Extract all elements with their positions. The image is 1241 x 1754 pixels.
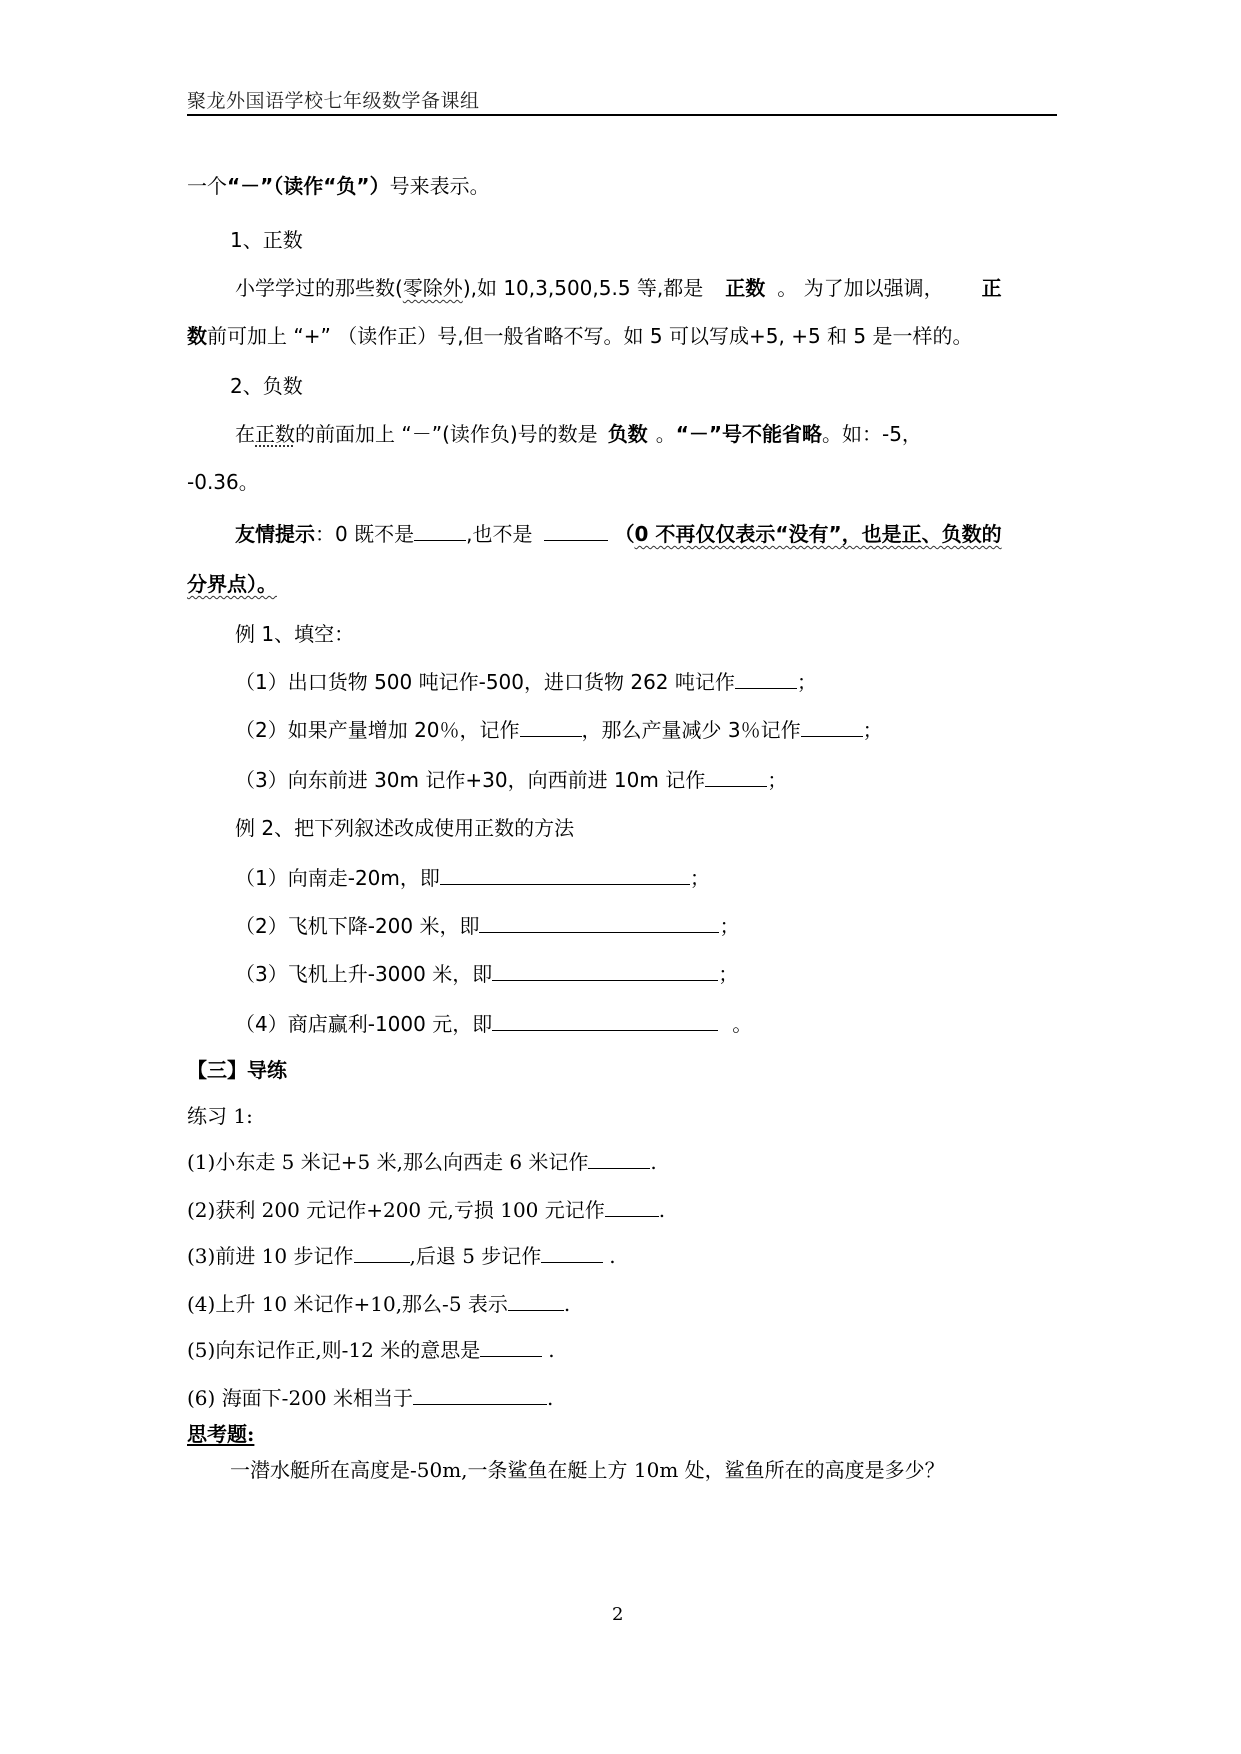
text-line: 一个“－”（读作“负”）号来表示。 [187, 174, 490, 198]
fill-blank[interactable] [479, 912, 719, 933]
example-1-item-2: （2）如果产量增加 20％，记作 ，那么产量减少 3％记作 ； [235, 718, 883, 742]
fill-blank[interactable] [354, 1242, 410, 1263]
example-1-item-3: （3）向东前进 30m 记作+30，向西前进 10m 记作 ； [235, 768, 788, 792]
text-line: 在正数的前面加上 “－”(读作负)号的数是 负数 。“－”号不能省略。如：-5， [235, 422, 922, 446]
fill-blank[interactable] [492, 960, 718, 981]
page-header: 聚龙外国语学校七年级数学备课组 [187, 90, 480, 112]
fill-blank[interactable] [735, 668, 797, 689]
section-heading-positive: 1、正数 [230, 228, 303, 252]
example-2-item-4: （4）商店赢利-1000 元，即 。 [235, 1012, 753, 1036]
fill-blank[interactable] [492, 1010, 718, 1031]
fill-blank[interactable] [413, 1384, 547, 1405]
practice-item-5: (5)向东记作正,则-12 米的意思是 . [187, 1338, 555, 1362]
example-2-item-2: （2）飞机下降-200 米，即 ； [235, 914, 740, 938]
think-question-text: 一潜水艇所在高度是-50m,一条鲨鱼在艇上方 10m 处，鲨鱼所在的高度是多少？ [230, 1458, 945, 1482]
practice-item-4: (4)上升 10 米记作+10,那么-5 表示 . [187, 1292, 571, 1316]
fill-blank[interactable] [705, 766, 767, 787]
practice-title: 练习 1: [187, 1104, 253, 1128]
fill-blank[interactable] [414, 520, 466, 541]
fill-blank[interactable] [544, 520, 608, 541]
friendly-tip: 友情提示：0 既不是 ,也不是 （0 不再仅仅表示“没有”，也是正、负数的 [235, 522, 1002, 546]
text-line: -0.36。 [187, 470, 259, 494]
fill-blank[interactable] [480, 1336, 542, 1357]
section-3-heading: 【三】导练 [187, 1058, 287, 1082]
think-question-title: 思考题: [187, 1422, 255, 1446]
fill-blank[interactable] [520, 716, 582, 737]
example-2-item-1: （1）向南走-20m，即 ； [235, 866, 710, 890]
text-line: 数前可加上 “+” （读作正）号,但一般省略不写。如 5 可以写成+5, +5 和 5 是一样的。 [187, 324, 973, 348]
section-heading-negative: 2、负数 [230, 374, 303, 398]
example-1-item-1: （1）出口货物 500 吨记作-500，进口货物 262 吨记作 ； [235, 670, 817, 694]
practice-item-1: (1)小东走 5 米记+5 米,那么向西走 6 米记作 . [187, 1150, 657, 1174]
fill-blank[interactable] [801, 716, 863, 737]
page-number: 2 [612, 1604, 624, 1625]
fill-blank[interactable] [508, 1290, 564, 1311]
example-1-title: 例 1、填空： [235, 622, 355, 646]
fill-blank[interactable] [588, 1148, 650, 1169]
example-2-title: 例 2、把下列叙述改成使用正数的方法 [235, 816, 575, 840]
example-2-item-3: （3）飞机上升-3000 米，即 ； [235, 962, 739, 986]
practice-item-2: (2)获利 200 元记作+200 元,亏损 100 元记作 . [187, 1198, 666, 1222]
header-rule [187, 114, 1057, 116]
text-line: 小学学过的那些数(零除外),如 10,3,500,5.5 等,都是 正数 。 为了加以强调， 正 [235, 276, 1002, 300]
practice-item-6: (6) 海面下-200 米相当于 . [187, 1386, 554, 1410]
fill-blank[interactable] [440, 864, 690, 885]
fill-blank[interactable] [605, 1196, 659, 1217]
text-line: 分界点）。 [187, 572, 277, 596]
fill-blank[interactable] [541, 1242, 603, 1263]
practice-item-3: (3)前进 10 步记作 ,后退 5 步记作 . [187, 1244, 616, 1268]
